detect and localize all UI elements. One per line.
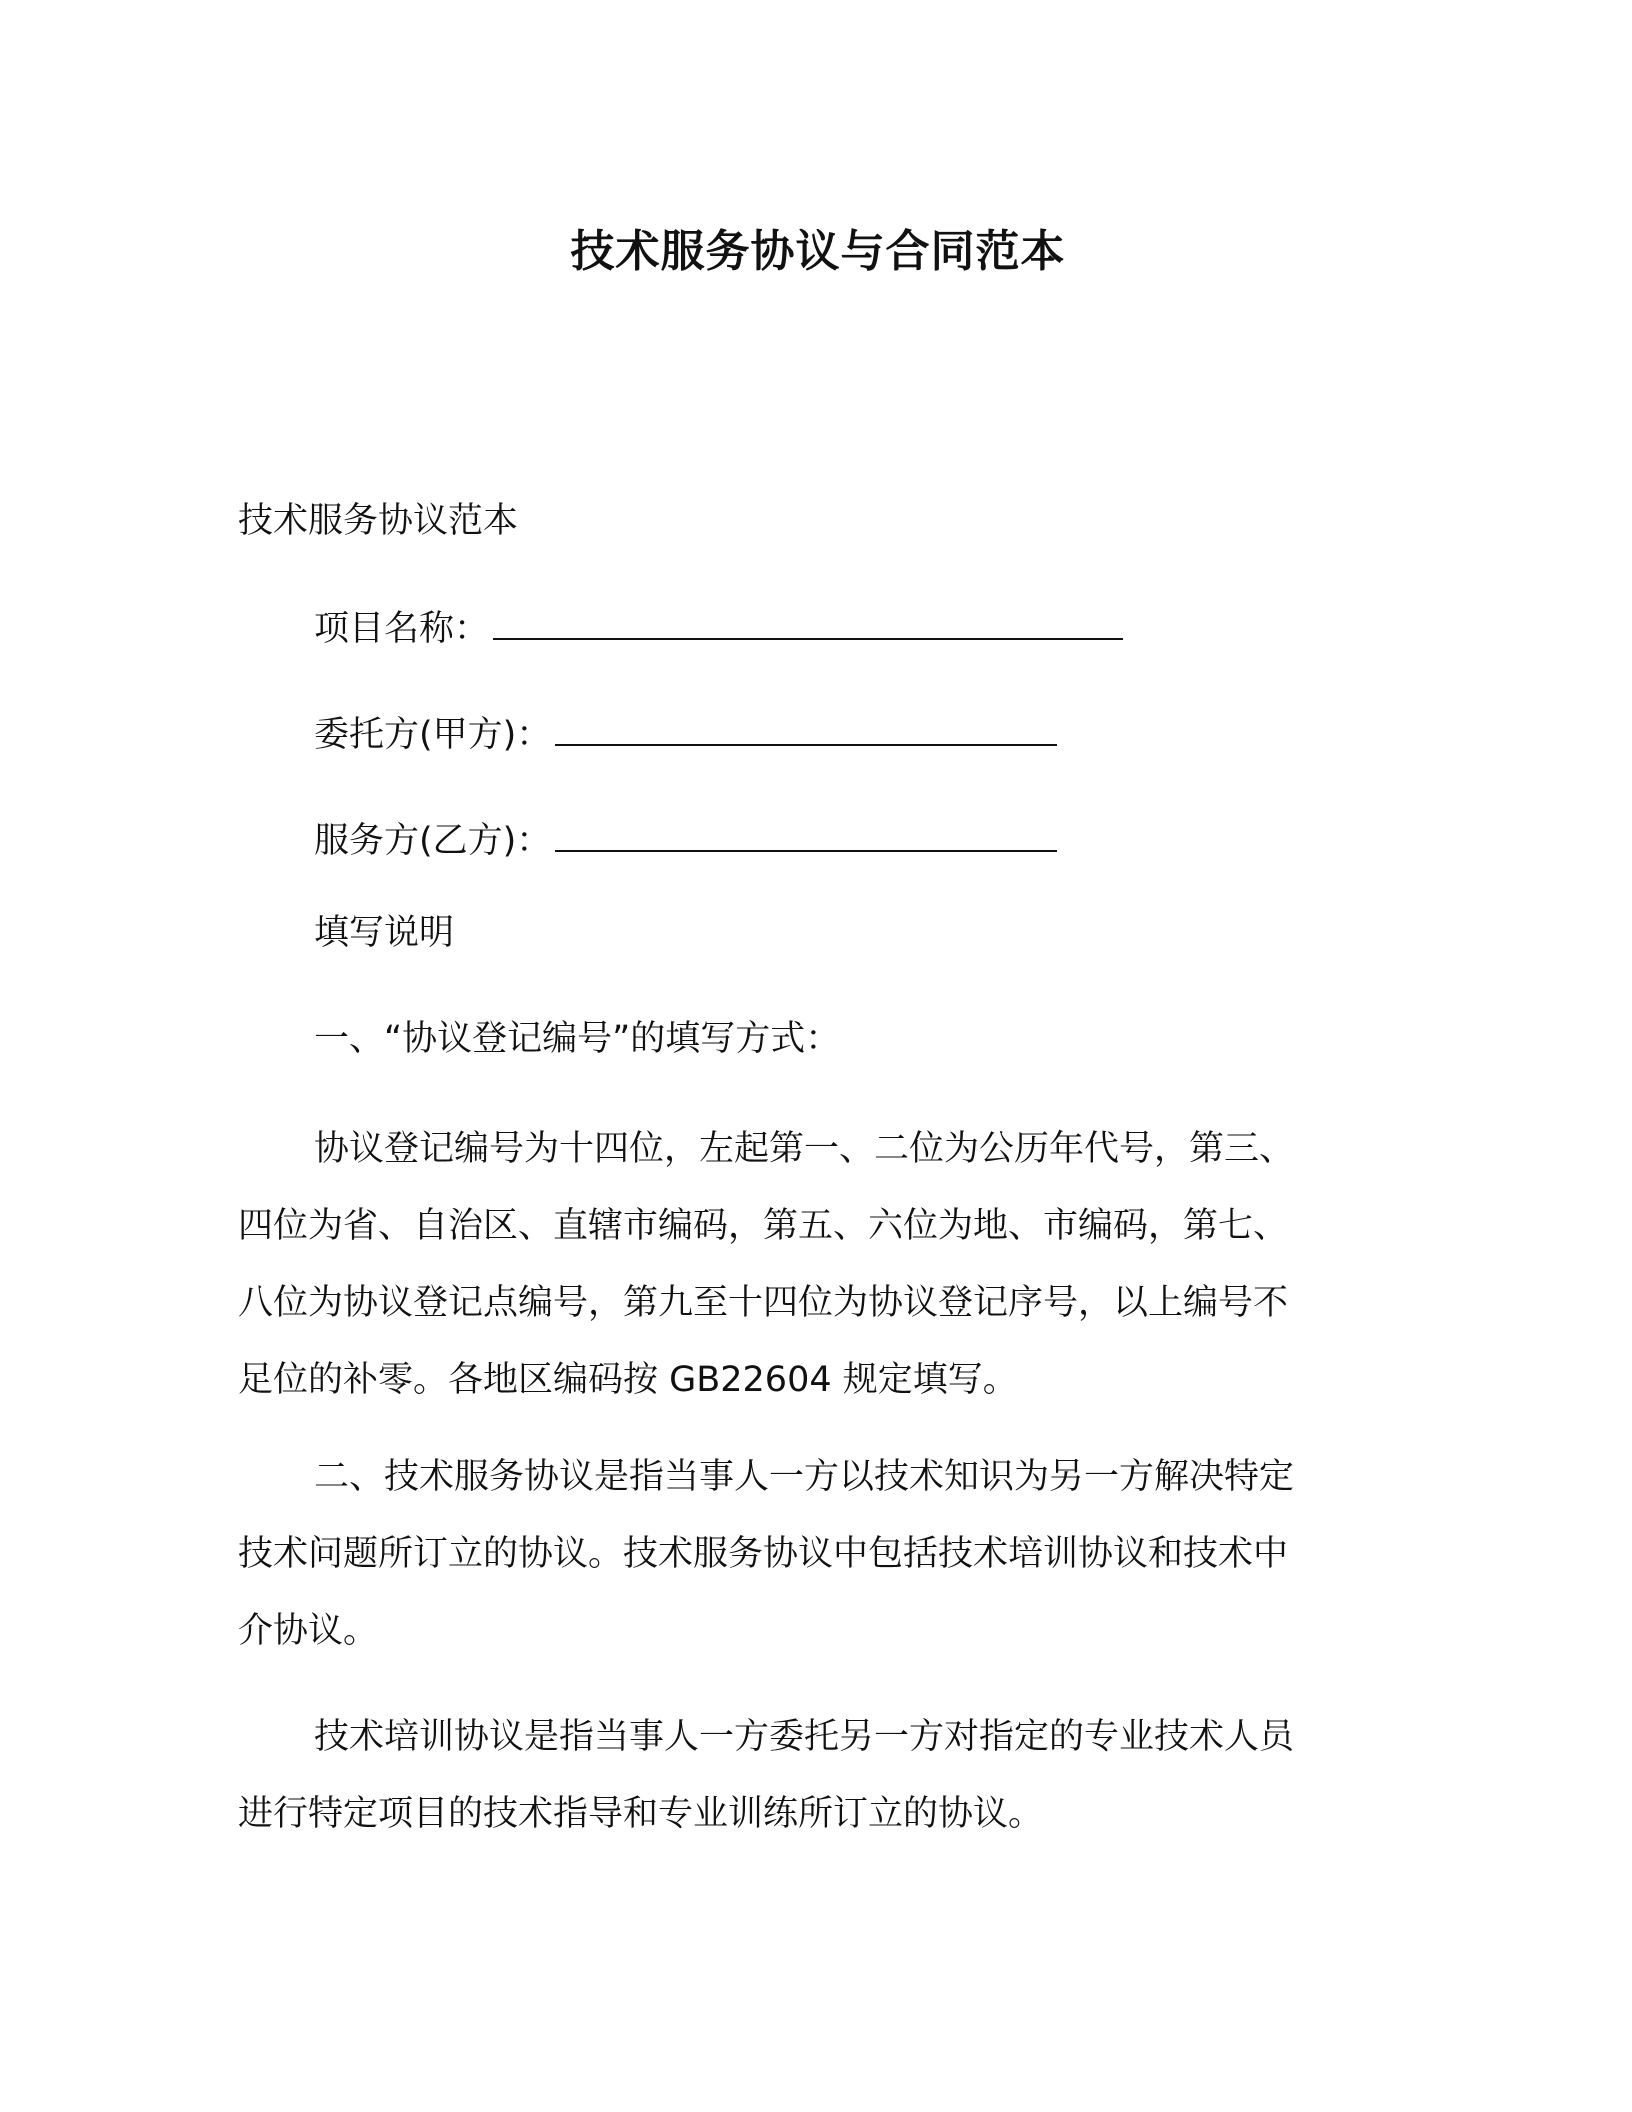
paragraph-line: 技术培训协议是指当事人一方委托另一方对指定的专业技术人员: [314, 1717, 1295, 1757]
provider-blank: [555, 820, 1057, 852]
section1-paragraph: [238, 1111, 1358, 1419]
project-name-field: [314, 606, 1123, 652]
document-title: 技术服务协议与合同范本: [570, 226, 1066, 277]
paragraph-line: 进行特定项目的技术指导和专业训练所订立的协议。: [238, 1794, 1044, 1834]
project-name-blank: [493, 608, 1123, 640]
agreement-subtitle: 技术服务协议范本: [238, 501, 519, 541]
client-field: [314, 712, 1057, 758]
section1-heading: 一、“协议登记编号”的填写方式：: [314, 1019, 841, 1059]
project-name-label: 项目名称：: [314, 609, 490, 649]
section2-paragraph: [238, 1439, 1358, 1670]
section3-paragraph: [238, 1699, 1358, 1853]
paragraph-line: 足位的补零。各地区编码按 GB22604 规定填写。: [238, 1360, 1018, 1400]
paragraph-line: 介协议。: [238, 1611, 379, 1651]
client-blank: [555, 714, 1057, 746]
paragraph-line: 四位为省、自治区、直辖市编码，第五、六位为地、市编码，第七、: [238, 1206, 1289, 1246]
paragraph-line: 二、技术服务协议是指当事人一方以技术知识为另一方解决特定: [314, 1457, 1295, 1497]
paragraph-line: 协议登记编号为十四位，左起第一、二位为公历年代号，第三、: [314, 1129, 1295, 1169]
paragraph-line: 技术问题所订立的协议。技术服务协议中包括技术培训协议和技术中: [238, 1534, 1289, 1574]
provider-label: 服务方(乙方)：: [314, 821, 552, 861]
instructions-heading: 填写说明: [314, 913, 455, 953]
client-label: 委托方(甲方)：: [314, 715, 552, 755]
provider-field: [314, 818, 1057, 864]
paragraph-line: 八位为协议登记点编号，第九至十四位为协议登记序号，以上编号不: [238, 1283, 1289, 1323]
